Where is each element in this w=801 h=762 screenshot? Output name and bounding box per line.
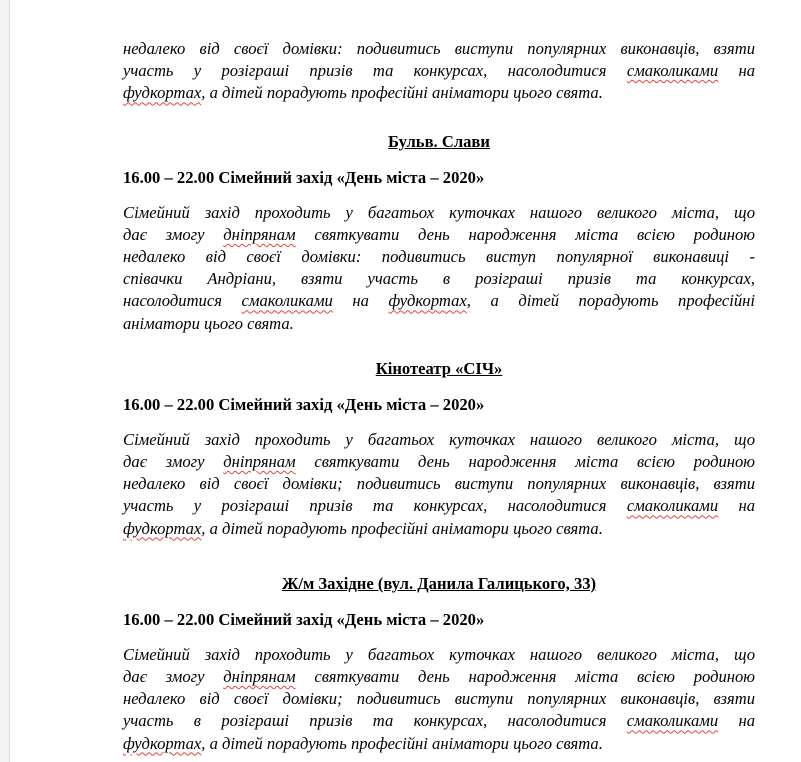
paragraph-line: насолодитися смаколиками на фудкортах, а дітей порадують професійні <box>123 291 755 311</box>
paragraph-line: дає змогу дніпрянам святкувати день народження міста всією родиною <box>123 224 755 244</box>
paragraph-line: недалеко від своєї домівки: подивитись виступ популярної виконавиці - <box>123 247 755 267</box>
spellcheck-flagged-word: фудкортах <box>123 733 202 753</box>
paragraph-line: Сімейний захід проходить у багатьох куточках нашого великого міста, що <box>123 644 755 664</box>
paragraph-line: фудкортах, а дітей порадують професійні аніматори цього свята. <box>123 733 603 753</box>
event-title-zm-zakhidne: 16.00 – 22.00 Сімейний захід «День міста – 2020» <box>123 609 485 629</box>
spellcheck-flagged-word: фудкортах <box>388 291 467 311</box>
spellcheck-flagged-word: фудкортах <box>123 518 202 538</box>
paragraph-line: Сімейний захід проходить у багатьох куточках нашого великого міста, що <box>123 429 755 449</box>
intro-paragraph <box>123 38 755 105</box>
paragraph-line: недалеко від своєї домівки: подивитись виступи популярних виконавців, взяти <box>123 39 755 58</box>
document-page <box>123 0 755 755</box>
event-title-bulvar-slavy: 16.00 – 22.00 Сімейний захід «День міста – 2020» <box>123 167 485 187</box>
paragraph-zm-zakhidne <box>123 644 755 755</box>
spellcheck-flagged-word: дніпрянам <box>223 452 296 472</box>
location-heading-zm-zakhidne: Ж/м Західне (вул. Данила Галицького, 33) <box>281 573 597 593</box>
paragraph-line: співачки Андріани, взяти участь в розіграші призів та конкурсах, <box>123 269 755 289</box>
page-left-margin <box>0 0 10 762</box>
paragraph-line: участь в розіграші призів та конкурсах, насолодитися смаколиками на <box>123 711 755 731</box>
paragraph-line: недалеко від своєї домівки; подивитись виступи популярних виконавців, взяти <box>123 689 755 709</box>
paragraph-line: фудкортах, а дітей порадують професійні аніматори цього свята. <box>123 83 603 103</box>
spellcheck-flagged-word: дніпрянам <box>223 667 296 687</box>
location-heading-bulvar-slavy: Бульв. Слави <box>388 131 490 151</box>
location-heading-kinoteatr-sich: Кінотеатр «СІЧ» <box>375 358 503 378</box>
paragraph-line: Сімейний захід проходить у багатьох куточках нашого великого міста, що <box>123 202 755 222</box>
spellcheck-flagged-word: смаколиками <box>241 291 333 311</box>
spellcheck-flagged-word: фудкортах <box>123 83 202 103</box>
paragraph-line: дає змогу дніпрянам святкувати день народження міста всією родиною <box>123 667 755 687</box>
event-title-kinoteatr-sich: 16.00 – 22.00 Сімейний захід «День міста – 2020» <box>123 394 485 414</box>
spellcheck-flagged-word: смаколиками <box>626 496 719 516</box>
spellcheck-flagged-word: смаколиками <box>626 61 719 81</box>
paragraph-line: дає змогу дніпрянам святкувати день народження міста всією родиною <box>123 452 755 472</box>
paragraph-line: аніматори цього свята. <box>123 313 294 333</box>
paragraph-line: фудкортах, а дітей порадують професійні аніматори цього свята. <box>123 518 603 538</box>
spellcheck-flagged-word: дніпрянам <box>223 224 296 244</box>
paragraph-kinoteatr-sich <box>123 429 755 540</box>
spellcheck-flagged-word: смаколиками <box>626 711 719 731</box>
paragraph-line: участь у розіграші призів та конкурсах, насолодитися смаколиками на <box>123 496 756 516</box>
paragraph-bulvar-slavy <box>123 202 755 335</box>
paragraph-line: участь у розіграші призів та конкурсах, насолодитися смаколиками на <box>123 61 756 81</box>
paragraph-line: недалеко від своєї домівки; подивитись виступи популярних виконавців, взяти <box>123 474 755 494</box>
